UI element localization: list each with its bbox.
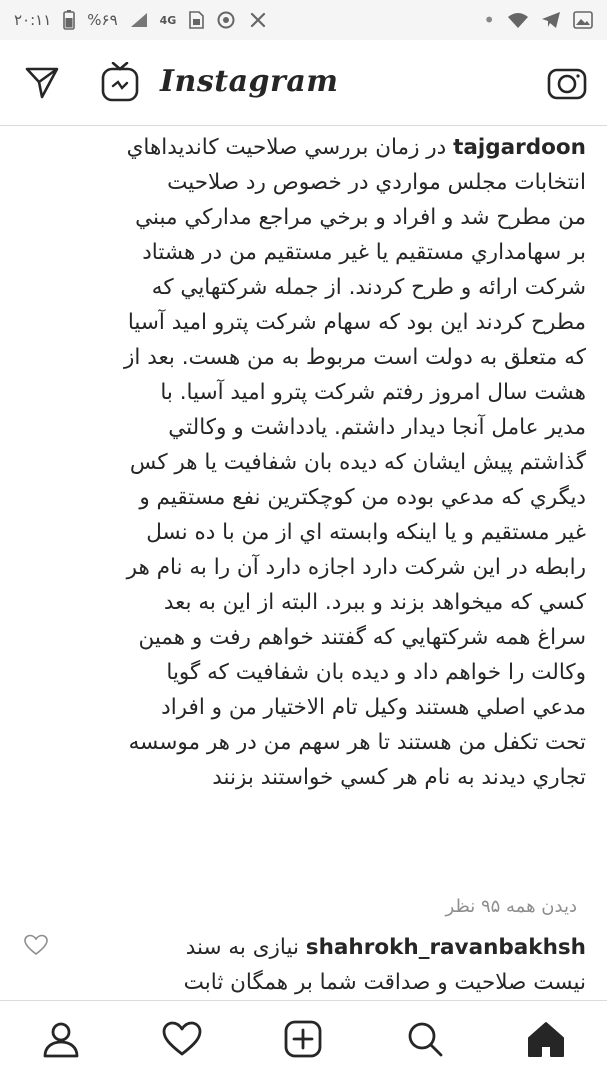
mute-notifications-icon xyxy=(248,10,268,30)
caption-line: کسي که ميخواهد بزند و ببرد. البته از اين به بعد xyxy=(163,590,586,615)
nav-search[interactable] xyxy=(397,1013,453,1069)
heart-icon xyxy=(162,1021,202,1061)
app-header xyxy=(0,40,607,126)
battery-percent: %۶۹ xyxy=(87,11,118,29)
direct-message-icon[interactable] xyxy=(22,62,62,102)
status-time: ۲۰:۱۱ xyxy=(14,11,52,29)
home-icon xyxy=(527,1020,565,1062)
comment-like-heart-icon[interactable] xyxy=(24,934,48,958)
igtv-icon[interactable] xyxy=(100,62,140,102)
caption-line-0 xyxy=(34,130,586,165)
caption-line: گذاشتم پيش ايشان که ديده بان شفافيت يا هر کس xyxy=(129,450,586,475)
comment-username[interactable]: shahrokh_ravanbakhsh xyxy=(305,935,586,960)
sim-icon xyxy=(188,11,204,29)
gallery-icon xyxy=(573,11,593,29)
settings-gear-icon xyxy=(216,10,236,30)
nav-new-post[interactable] xyxy=(275,1013,331,1069)
comment-line-0 xyxy=(58,930,586,965)
signal-icon xyxy=(130,12,148,28)
nav-home[interactable] xyxy=(518,1013,574,1069)
telegram-icon xyxy=(541,11,561,29)
caption-line: من مطرح شد و افراد و برخي مراجع مدارکي مبني xyxy=(135,205,586,230)
view-all-comments-link[interactable]: دیدن همه ۹۵ نظر xyxy=(445,896,577,917)
search-icon xyxy=(406,1020,444,1062)
profile-icon xyxy=(42,1020,80,1062)
post-username[interactable]: tajgardoon xyxy=(453,135,586,160)
caption-line: انتخابات مجلس مواردي در خصوص رد صلاحيت xyxy=(167,170,586,195)
comment-line: نیست صلاحیت و صداقت شما بر همگان ثابت xyxy=(183,970,586,995)
caption-line: وکالت را خواهم داد و ديده بان شفافيت که گويا xyxy=(166,660,586,685)
caption-line: تجاري ديدند به نام هر کسي خواستند بزنند xyxy=(212,765,586,790)
caption-line: غير مستقيم و يا اينکه وابسته اي از من با ده نسل xyxy=(146,520,586,545)
caption-line: مدير عامل آنجا ديدار داشتم. يادداشت و وکالتي xyxy=(168,415,586,440)
post-caption xyxy=(34,130,586,795)
comment xyxy=(58,930,586,1002)
nav-activity[interactable] xyxy=(154,1013,210,1069)
network-type: 4G xyxy=(159,13,177,27)
caption-line: مدعي اصلي هستند وکيل تام الاختيار من و افراد xyxy=(161,695,586,720)
status-bar xyxy=(0,0,607,40)
battery-icon xyxy=(63,10,75,30)
comment-text: نیازی به سند xyxy=(185,935,299,960)
caption-line: که متعلق به دولت است مربوط به من هست. بعد از xyxy=(124,345,586,370)
status-right xyxy=(483,8,593,32)
caption-line: تحت تکفل من هستند تا هر سهم من در هر موسسه xyxy=(128,730,586,755)
caption-line: بر سهامداري مستقيم يا غير مستقيم من در هشتاد xyxy=(142,240,586,265)
caption-text: در زمان بررسي صلاحيت کانديداهاي xyxy=(126,135,447,160)
wifi-icon xyxy=(507,11,529,29)
caption-line: رابطه در اين شرکت دارد اجازه دارد آن را به نام هر xyxy=(126,555,586,580)
caption-line: هشت سال امروز رفتم شرکت پترو اميد آسيا. با xyxy=(160,380,586,405)
caption-line: سراغ همه شرکتهايي که گفتند خواهم رفت و همين xyxy=(138,625,586,650)
bottom-navigation xyxy=(0,1000,607,1080)
nav-profile[interactable] xyxy=(33,1013,89,1069)
instagram-logo: Instagram xyxy=(160,64,339,99)
caption-line: مطرح کردند اين بود که سهام شرکت پترو اميد آسيا xyxy=(127,310,586,335)
more-dots-icon: • xyxy=(483,8,495,32)
add-post-icon xyxy=(284,1020,322,1062)
caption-line: شرکت ارائه و طرح کردند. از جمله شرکتهايي که xyxy=(151,275,586,300)
camera-icon[interactable] xyxy=(547,62,587,102)
caption-line: ديگري که مدعي بوده من کوچکترين نفع مستقيم و xyxy=(139,485,586,510)
status-left xyxy=(14,10,268,30)
